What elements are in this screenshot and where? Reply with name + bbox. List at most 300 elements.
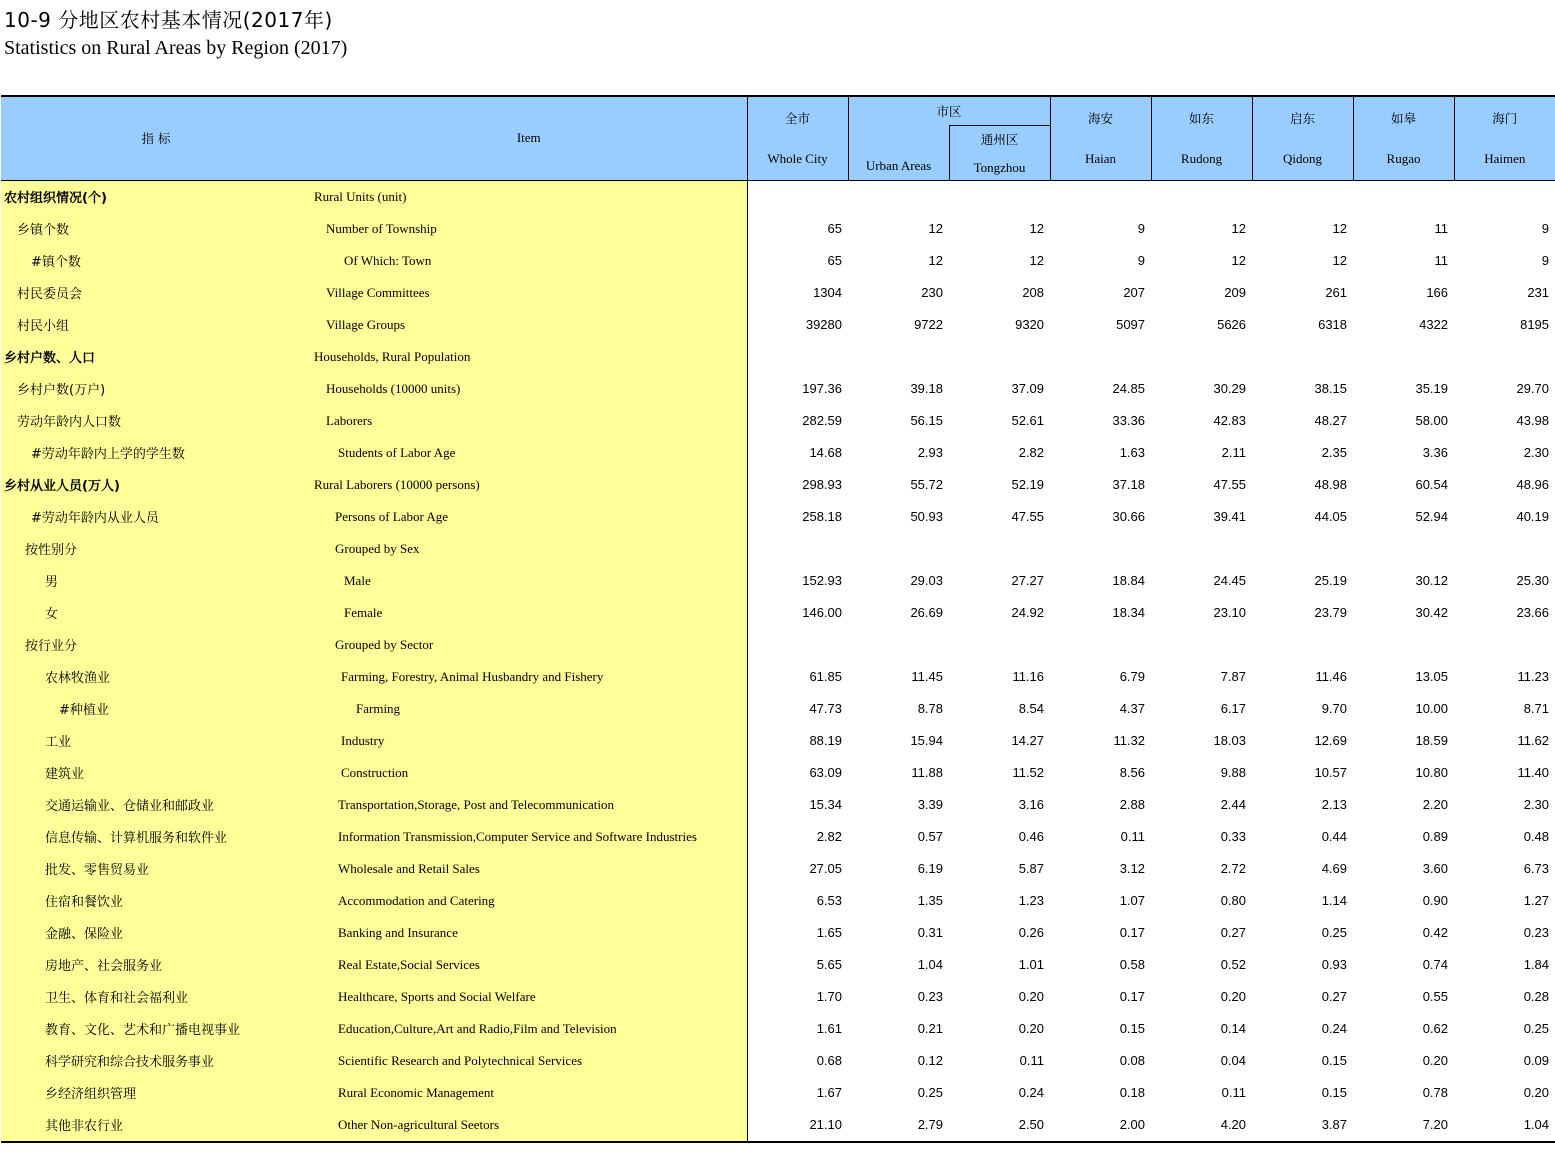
row-label-en: Farming [311,693,747,725]
cell-whole-city [747,533,848,565]
cell-rudong: 23.10 [1213,605,1247,620]
cell-haimen: 8.71 [1523,701,1550,716]
cell-whole-city: 6.53 [816,893,842,908]
cell-rudong: 39.41 [1213,509,1247,524]
cell-rugao: 58.00 [1415,413,1449,428]
table-row [1,213,1555,245]
cell-tongzhou: 0.26 [1018,925,1045,940]
cell-qidong: 0.15 [1321,1053,1348,1068]
table-row [1,885,1555,917]
cell-tongzhou: 0.46 [1018,829,1045,844]
cell-urban-areas: 50.93 [910,509,943,524]
cell-rudong: 5626 [1217,317,1247,332]
cell-whole-city: 1.67 [816,1085,842,1100]
cell-qidong [1252,341,1353,373]
cell-qidong: 3.87 [1252,1109,1353,1142]
cell-rugao: 13.05 [1415,669,1449,684]
cell-haimen: 11.62 [1517,733,1550,748]
cell-tongzhou: 0.20 [1018,1021,1045,1036]
cell-tongzhou: 14.27 [1011,733,1045,748]
header-indicator-cn: 指 标 [1,96,311,180]
cell-rudong [1151,180,1252,213]
cell-whole-city: 1.70 [816,989,842,1004]
table-header [1,96,1555,180]
cell-haimen: 23.66 [1516,605,1550,620]
cell-haimen: 9 [1541,221,1550,236]
cell-rugao: 2.20 [1422,797,1449,812]
cell-whole-city: 21.10 [747,1109,848,1142]
cell-haian: 4.37 [1119,701,1146,716]
row-label-cn: 女 [1,597,311,629]
cell-haian: 0.17 [1119,925,1146,940]
cell-haimen [1454,341,1555,373]
cell-haimen: 2.30 [1523,445,1550,460]
table-row [1,565,1555,597]
cell-haian: 207 [1123,285,1146,300]
table-row [1,789,1555,821]
cell-urban-areas: 11.45 [911,669,943,684]
cell-haimen: 0.25 [1523,1021,1550,1036]
cell-haian: 0.17 [1119,989,1146,1004]
cell-urban-areas [848,341,949,373]
page-subtitle: Statistics on Rural Areas by Region (2017) [4,37,348,59]
cell-qidong: 0.25 [1321,925,1348,940]
cell-haian [1050,180,1151,213]
cell-haimen: 0.20 [1523,1085,1550,1100]
cell-whole-city: 298.93 [802,477,842,492]
row-label-en: Wholesale and Retail Sales [311,853,747,885]
cell-tongzhou: 1.01 [1018,957,1045,972]
cell-haimen [1454,180,1555,213]
row-label-en: Other Non-agricultural Seetors [311,1109,747,1142]
cell-haian: 33.36 [1112,413,1146,428]
cell-rudong: 2.72 [1220,861,1247,876]
cell-whole-city: 0.68 [816,1053,842,1068]
cell-tongzhou: 12 [1029,253,1045,268]
row-label-cn: 男 [1,565,311,597]
cell-rugao: 0.78 [1422,1085,1449,1100]
cell-tongzhou: 11.16 [1012,669,1045,684]
cell-rugao: 7.20 [1353,1109,1454,1142]
cell-qidong: 0.27 [1321,989,1348,1004]
cell-haian: 30.66 [1112,509,1146,524]
cell-tongzhou: 47.55 [1011,509,1045,524]
cell-rudong: 209 [1224,285,1247,300]
cell-rudong: 47.55 [1213,477,1247,492]
cell-tongzhou: 52.61 [1011,413,1045,428]
row-label-cn: 村民委员会 [1,277,311,309]
cell-haian: 1.63 [1119,445,1146,460]
table-row [1,757,1555,789]
cell-urban-areas: 55.72 [910,477,943,492]
row-label-en: Female [311,597,747,629]
cell-whole-city [747,629,848,661]
cell-qidong: 48.27 [1314,413,1348,428]
cell-tongzhou: 0.20 [1018,989,1045,1004]
cell-urban-areas: 29.03 [910,573,943,588]
row-label-en: Construction [311,757,747,789]
cell-whole-city: 2.82 [816,829,842,844]
cell-rugao: 0.55 [1422,989,1449,1004]
cell-haian: 8.56 [1119,765,1146,780]
cell-tongzhou [949,180,1050,213]
cell-haian: 1.07 [1119,893,1146,908]
cell-haian: 2.88 [1119,797,1146,812]
row-label-cn: 农林牧渔业 [1,661,311,693]
cell-qidong: 4.69 [1321,861,1348,876]
cell-rugao: 18.59 [1415,733,1449,748]
row-label-cn: #劳动年龄内上学的学生数 [1,437,311,469]
cell-haimen: 43.98 [1516,413,1550,428]
cell-urban-areas: 0.23 [917,989,943,1004]
page-title: 10-9 分地区农村基本情况(2017年) [4,8,333,32]
cell-rugao: 35.19 [1415,381,1449,396]
cell-tongzhou: 37.09 [1011,381,1045,396]
row-label-cn: 教育、文化、艺术和广播电视事业 [1,1013,311,1045]
cell-qidong: 12 [1332,253,1348,268]
cell-urban-areas: 12 [928,221,943,236]
cell-tongzhou: 9320 [1015,317,1045,332]
row-label-cn: 交通运输业、仓储业和邮政业 [1,789,311,821]
cell-urban-areas [848,180,949,213]
cell-urban-areas: 0.25 [917,1085,943,1100]
cell-whole-city: 197.36 [802,381,842,396]
cell-haimen: 25.30 [1516,573,1550,588]
cell-rudong: 0.27 [1220,925,1247,940]
cell-qidong: 12.69 [1314,733,1348,748]
cell-rudong: 4.20 [1151,1109,1252,1142]
row-label-cn: 村民小组 [1,309,311,341]
table-row [1,309,1555,341]
header-qidong: 启东 Qidong [1252,96,1353,180]
row-label-en: Grouped by Sex [311,533,747,565]
cell-rugao: 0.62 [1422,1021,1449,1036]
cell-haian: 0.18 [1119,1085,1146,1100]
cell-haimen: 11.40 [1517,765,1550,780]
cell-haian: 0.11 [1120,829,1146,844]
cell-tongzhou: 2.82 [1018,445,1045,460]
cell-rudong: 6.17 [1220,701,1247,716]
cell-haimen: 0.09 [1523,1053,1550,1068]
cell-urban-areas: 230 [921,285,943,300]
cell-whole-city: 39280 [805,317,842,332]
row-label-en: Transportation,Storage, Post and Telecommunication [311,789,747,821]
cell-tongzhou: 2.50 [949,1109,1050,1142]
cell-whole-city: 65 [827,253,842,268]
cell-haian [1050,629,1151,661]
cell-haian: 9 [1137,253,1146,268]
cell-tongzhou: 1.23 [1018,893,1045,908]
table-row [1,533,1555,565]
cell-qidong: 25.19 [1314,573,1348,588]
cell-urban-areas: 0.12 [917,1053,943,1068]
header-urban-areas-en: Urban Areas [848,126,949,181]
cell-haian [1050,341,1151,373]
cell-haimen: 2.30 [1523,797,1550,812]
cell-qidong: 2.35 [1321,445,1348,460]
row-label-cn: 乡村户数(万户) [1,373,311,405]
cell-whole-city: 1.65 [816,925,842,940]
table-row [1,661,1555,693]
cell-haian: 18.34 [1112,605,1146,620]
cell-rudong: 0.20 [1220,989,1247,1004]
cell-urban-areas: 39.18 [910,381,943,396]
row-label-cn: #镇个数 [1,245,311,277]
cell-urban-areas: 8.78 [917,701,943,716]
cell-urban-areas [848,629,949,661]
table-row [1,341,1555,373]
table-row [1,277,1555,309]
cell-rudong: 9.88 [1220,765,1247,780]
cell-whole-city: 27.05 [809,861,842,876]
cell-whole-city: 258.18 [802,509,842,524]
cell-haimen: 40.19 [1516,509,1550,524]
header-rugao: 如皋 Rugao [1353,96,1454,180]
cell-qidong: 10.57 [1314,765,1348,780]
row-label-en: Rural Laborers (10000 persons) [311,469,747,501]
table-row [1,405,1555,437]
row-label-cn: 乡村从业人员(万人) [1,469,311,501]
row-label-en: Rural Economic Management [311,1077,747,1109]
table-row [1,437,1555,469]
cell-qidong: 38.15 [1314,381,1348,396]
row-label-cn: 房地产、社会服务业 [1,949,311,981]
cell-tongzhou: 27.27 [1011,573,1045,588]
cell-qidong [1252,629,1353,661]
row-label-en: Students of Labor Age [311,437,747,469]
row-label-cn: 按性别分 [1,533,311,565]
cell-haimen: 1.27 [1523,893,1550,908]
row-label-en: Of Which: Town [311,245,747,277]
cell-qidong: 48.98 [1314,477,1348,492]
row-label-en: Grouped by Sector [311,629,747,661]
cell-whole-city: 152.93 [802,573,842,588]
row-label-en: Information Transmission,Computer Service and Software Industries [311,821,747,853]
row-label-en: Farming, Forestry, Animal Husbandry and Fishery [311,661,747,693]
cell-tongzhou: 0.24 [1018,1085,1045,1100]
cell-qidong: 23.79 [1314,605,1348,620]
cell-urban-areas: 56.15 [910,413,943,428]
row-label-en: Rural Units (unit) [311,180,747,213]
cell-tongzhou: 0.11 [1019,1053,1045,1068]
cell-whole-city: 146.00 [802,605,842,620]
statistics-table [1,95,1555,1136]
cell-urban-areas: 26.69 [910,605,943,620]
cell-rudong: 0.80 [1220,893,1247,908]
cell-qidong: 12 [1332,221,1348,236]
row-label-en: Persons of Labor Age [311,501,747,533]
table-row [1,373,1555,405]
row-label-cn: 劳动年龄内人口数 [1,405,311,437]
cell-urban-areas: 3.39 [917,797,943,812]
row-label-cn: 科学研究和综合技术服务事业 [1,1045,311,1077]
cell-rugao [1353,341,1454,373]
table-row [1,1077,1555,1109]
cell-haimen: 231 [1527,285,1550,300]
table-row [1,1013,1555,1045]
cell-qidong: 9.70 [1321,701,1348,716]
header-rudong: 如东 Rudong [1151,96,1252,180]
cell-haimen: 8195 [1520,317,1550,332]
cell-qidong: 6318 [1318,317,1348,332]
cell-tongzhou: 208 [1022,285,1045,300]
cell-urban-areas: 6.19 [917,861,943,876]
cell-haimen: 0.23 [1523,925,1550,940]
cell-rudong: 18.03 [1213,733,1247,748]
cell-tongzhou: 5.87 [1018,861,1045,876]
row-label-en: Village Groups [311,309,747,341]
cell-rugao: 11 [1434,221,1449,236]
cell-rudong: 24.45 [1213,573,1247,588]
cell-rugao: 166 [1426,285,1449,300]
cell-rudong: 0.14 [1220,1021,1247,1036]
cell-haian: 37.18 [1112,477,1146,492]
cell-rugao: 0.90 [1422,893,1449,908]
cell-rudong: 2.44 [1220,797,1247,812]
cell-rudong: 12 [1231,253,1247,268]
table-row [1,501,1555,533]
cell-urban-areas: 0.31 [917,925,943,940]
cell-haian: 11.32 [1113,733,1146,748]
cell-whole-city: 14.68 [809,445,842,460]
cell-tongzhou: 52.19 [1011,477,1045,492]
header-haian: 海安 Haian [1050,96,1151,180]
row-label-en: Real Estate,Social Services [311,949,747,981]
row-label-cn: 乡镇个数 [1,213,311,245]
cell-haian: 24.85 [1112,381,1146,396]
cell-rugao: 0.20 [1422,1053,1449,1068]
cell-haian: 0.08 [1119,1053,1146,1068]
cell-urban-areas [848,533,949,565]
header-tongzhou: 通州区 Tongzhou [949,126,1050,181]
cell-haian: 0.58 [1119,957,1146,972]
cell-haimen: 0.28 [1523,989,1550,1004]
cell-qidong: 0.15 [1321,1085,1348,1100]
cell-whole-city: 88.19 [809,733,842,748]
row-label-cn: #劳动年龄内从业人员 [1,501,311,533]
row-label-en: Male [311,565,747,597]
row-label-cn: #种植业 [1,693,311,725]
row-label-en: Scientific Research and Polytechnical Services [311,1045,747,1077]
header-urban-areas: 市区 [848,96,1050,126]
cell-rugao: 3.60 [1422,861,1449,876]
cell-tongzhou [949,629,1050,661]
cell-haian: 6.79 [1119,669,1146,684]
row-label-cn: 卫生、体育和社会福利业 [1,981,311,1013]
table-row [1,245,1555,277]
cell-rudong: 0.33 [1220,829,1247,844]
cell-haimen: 6.73 [1523,861,1550,876]
row-label-en: Industry [311,725,747,757]
cell-urban-areas: 1.04 [917,957,943,972]
cell-rugao: 3.36 [1422,445,1449,460]
cell-qidong: 0.44 [1321,829,1348,844]
cell-qidong [1252,533,1353,565]
row-label-en: Village Committees [311,277,747,309]
table-row [1,1045,1555,1077]
cell-tongzhou: 8.54 [1018,701,1045,716]
cell-whole-city: 61.85 [809,669,842,684]
header-whole-city: 全市 Whole City [747,96,848,180]
row-label-cn: 信息传输、计算机服务和软件业 [1,821,311,853]
cell-whole-city: 282.59 [802,413,842,428]
cell-rugao: 4322 [1419,317,1449,332]
row-label-cn: 按行业分 [1,629,311,661]
cell-rudong [1151,533,1252,565]
cell-urban-areas: 9722 [914,317,943,332]
table-row [1,180,1555,213]
cell-urban-areas: 0.57 [917,829,943,844]
row-label-cn: 农村组织情况(个) [1,180,311,213]
row-label-cn: 乡经济组织管理 [1,1077,311,1109]
cell-qidong: 261 [1325,285,1348,300]
cell-haimen: 9 [1541,253,1550,268]
cell-rugao: 60.54 [1415,477,1449,492]
cell-tongzhou: 12 [1029,221,1045,236]
row-label-cn: 住宿和餐饮业 [1,885,311,917]
cell-rudong [1151,629,1252,661]
row-label-cn: 其他非农行业 [1,1109,311,1142]
cell-whole-city: 1304 [813,285,842,300]
cell-whole-city: 47.73 [809,701,842,716]
cell-rugao: 10.00 [1415,701,1449,716]
cell-rugao: 0.89 [1422,829,1449,844]
cell-qidong: 1.14 [1321,893,1348,908]
cell-rugao [1353,629,1454,661]
cell-haimen [1454,629,1555,661]
cell-haian: 9 [1137,221,1146,236]
cell-rugao: 0.74 [1422,957,1449,972]
row-label-en: Accommodation and Catering [311,885,747,917]
cell-haimen: 29.70 [1516,381,1550,396]
cell-tongzhou: 11.52 [1012,765,1045,780]
table-row [1,821,1555,853]
cell-whole-city: 15.34 [809,797,842,812]
table-row [1,1109,1555,1142]
row-label-en: Number of Township [311,213,747,245]
cell-urban-areas: 1.35 [917,893,943,908]
cell-haimen: 11.23 [1517,669,1550,684]
cell-urban-areas: 2.79 [848,1109,949,1142]
table-row [1,917,1555,949]
table-row [1,725,1555,757]
header-haimen: 海门 Haimen [1454,96,1555,180]
cell-rugao: 30.12 [1415,573,1449,588]
cell-rugao: 10.80 [1415,765,1449,780]
table-row [1,853,1555,885]
cell-whole-city: 1.61 [816,1021,842,1036]
cell-whole-city: 63.09 [809,765,842,780]
cell-rugao: 11 [1434,253,1449,268]
cell-haian: 0.15 [1119,1021,1146,1036]
table-row [1,469,1555,501]
cell-rudong: 7.87 [1220,669,1247,684]
cell-rudong: 0.04 [1220,1053,1247,1068]
cell-tongzhou: 3.16 [1018,797,1045,812]
cell-qidong: 0.93 [1321,957,1348,972]
cell-whole-city [747,341,848,373]
cell-haian [1050,533,1151,565]
row-label-cn: 批发、零售贸易业 [1,853,311,885]
cell-haian: 18.84 [1112,573,1146,588]
cell-haimen: 1.84 [1523,957,1550,972]
row-label-en: Households (10000 units) [311,373,747,405]
cell-tongzhou [949,533,1050,565]
table-row [1,597,1555,629]
cell-urban-areas: 11.88 [911,765,943,780]
cell-haian: 3.12 [1119,861,1146,876]
table-row [1,629,1555,661]
